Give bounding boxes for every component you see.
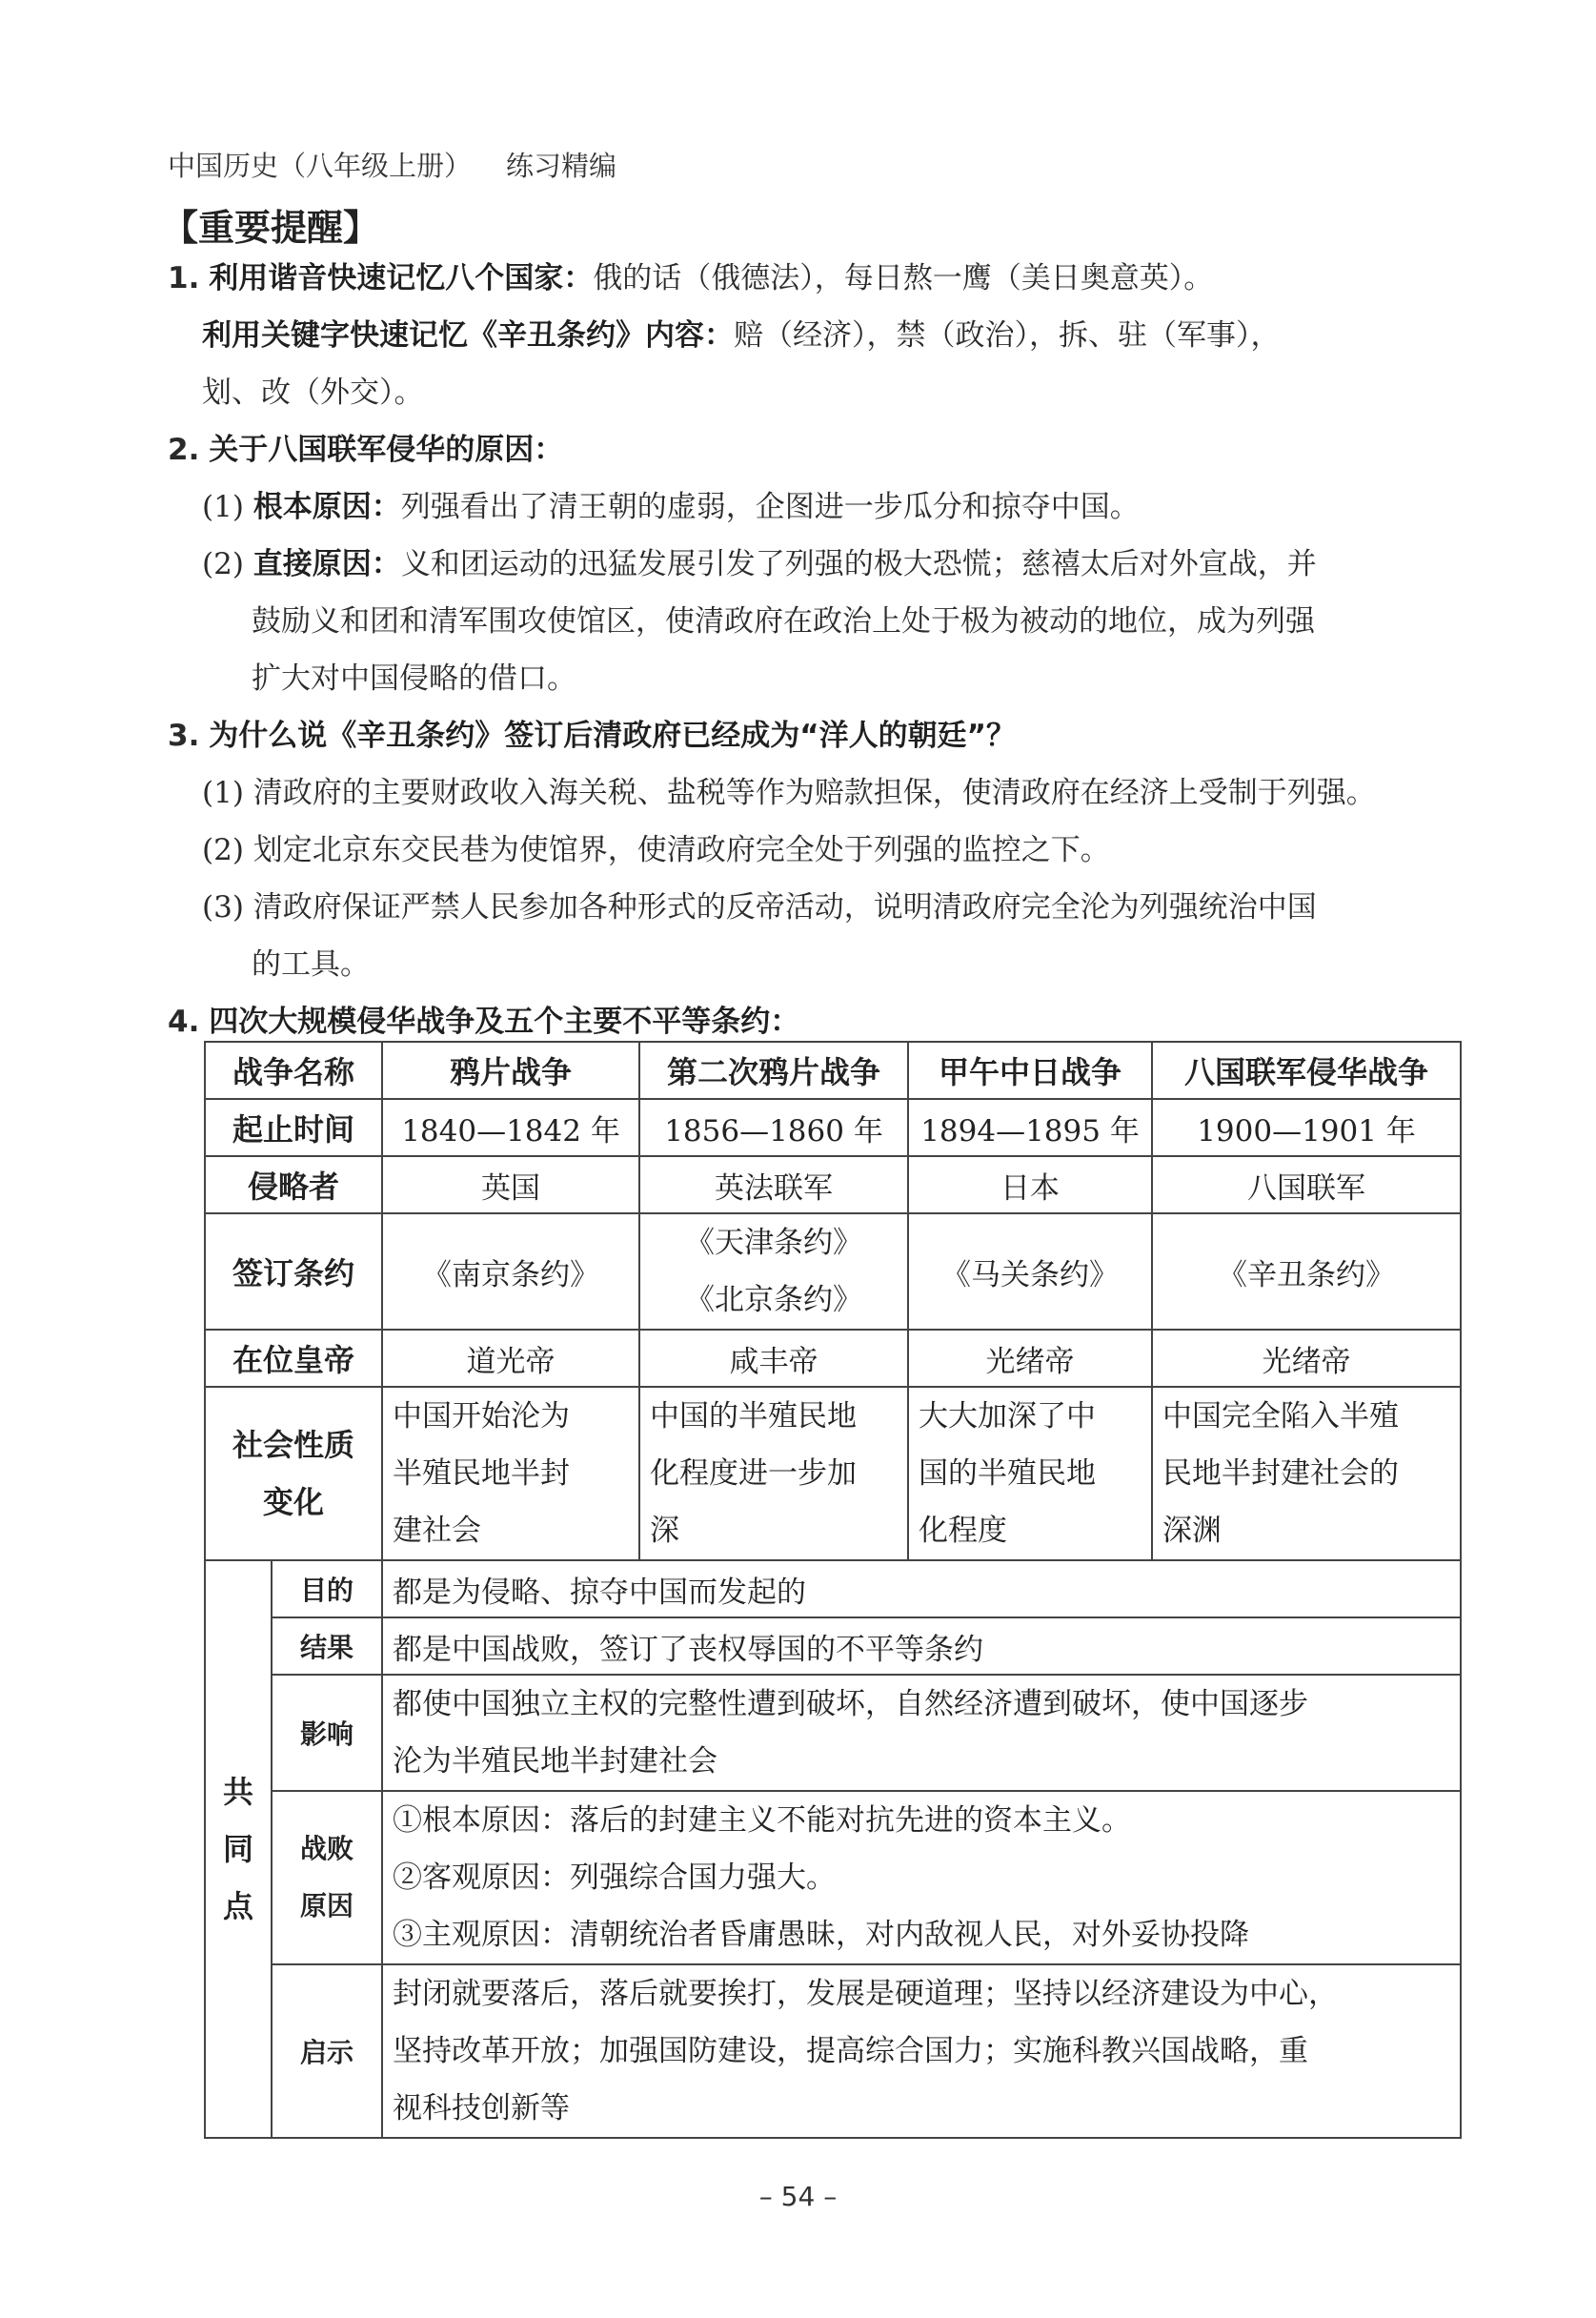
war-treaty-table bbox=[204, 1041, 1462, 2139]
table-row-impact bbox=[205, 1675, 1461, 1791]
society-4-line-2: 民地半封建社会的 bbox=[1162, 1456, 1400, 1491]
point-3-item-3-line-2: 的工具。 bbox=[252, 947, 370, 982]
label-society bbox=[205, 1387, 382, 1560]
impact-line-2: 沦为半殖民地半封建社会 bbox=[393, 1744, 718, 1779]
label-treaty: 签订条约 bbox=[205, 1213, 382, 1330]
table-row-defeat bbox=[205, 1791, 1461, 1964]
point-2-item-1-label: 根本原因： bbox=[253, 490, 401, 524]
invader-1: 英国 bbox=[382, 1156, 639, 1213]
point-3 bbox=[168, 717, 1016, 755]
label-purpose: 目的 bbox=[272, 1560, 382, 1617]
point-3-item-3: (3) 清政府保证严禁人民参加各种形式的反帝活动，说明清政府完全沦为列强统治中国 bbox=[202, 890, 1317, 925]
table-row-purpose bbox=[205, 1560, 1461, 1617]
society-1 bbox=[382, 1387, 639, 1560]
book-title: 中国历史（八年级上册） bbox=[168, 150, 473, 182]
point-2-item-1 bbox=[202, 488, 1140, 526]
emperor-1: 道光帝 bbox=[382, 1330, 639, 1387]
label-common bbox=[205, 1560, 272, 2138]
society-2-line-3: 深 bbox=[650, 1514, 680, 1548]
label-defeat-2: 原因 bbox=[300, 1890, 354, 1922]
label-period: 起止时间 bbox=[205, 1099, 382, 1156]
defeat-line-3: ③主观原因：清朝统治者昏庸愚昧，对内敌视人民，对外妥协投降 bbox=[393, 1918, 1250, 1952]
label-invader: 侵略者 bbox=[205, 1156, 382, 1213]
society-4-line-1: 中国完全陷入半殖 bbox=[1162, 1399, 1400, 1434]
point-2-number: 2. bbox=[168, 433, 200, 467]
invader-3: 日本 bbox=[908, 1156, 1152, 1213]
point-4-number: 4. bbox=[168, 1005, 200, 1039]
period-4: 1900—1901 年 bbox=[1152, 1099, 1461, 1156]
point-3-title: 为什么说《辛丑条约》签订后清政府已经成为“洋人的朝廷”？ bbox=[209, 719, 1016, 753]
society-4-line-3: 深渊 bbox=[1162, 1514, 1222, 1548]
result-text: 都是中国战败，签订了丧权辱国的不平等条约 bbox=[382, 1617, 1461, 1675]
point-1-title: 利用谐音快速记忆八个国家： bbox=[209, 261, 594, 295]
point-4-title: 四次大规模侵华战争及五个主要不平等条约： bbox=[209, 1005, 800, 1039]
label-common-3: 点 bbox=[222, 1888, 253, 1924]
page-header bbox=[168, 145, 616, 184]
point-2-item-1-num: (1) bbox=[202, 490, 244, 524]
lesson-line-2: 坚持改革开放；加强国防建设，提高综合国力；实施科教兴国战略，重 bbox=[393, 2034, 1309, 2068]
society-1-line-1: 中国开始沦为 bbox=[393, 1399, 571, 1434]
series-title: 练习精编 bbox=[506, 150, 617, 182]
label-society-2: 变化 bbox=[263, 1484, 325, 1520]
society-2 bbox=[639, 1387, 908, 1560]
label-result: 结果 bbox=[272, 1617, 382, 1675]
impact-line-1: 都使中国独立主权的完整性遭到破坏，自然经济遭到破坏，使中国逐步 bbox=[393, 1687, 1309, 1721]
emperor-4: 光绪帝 bbox=[1152, 1330, 1461, 1387]
treaty-2 bbox=[639, 1213, 908, 1330]
table-header-row bbox=[205, 1042, 1461, 1099]
label-defeat-1: 战败 bbox=[300, 1833, 354, 1864]
society-3-line-2: 国的半殖民地 bbox=[919, 1456, 1097, 1491]
header-second-opium-war: 第二次鸦片战争 bbox=[639, 1042, 908, 1099]
society-2-line-1: 中国的半殖民地 bbox=[650, 1399, 858, 1434]
lesson-text bbox=[382, 1964, 1461, 2138]
table-row-society bbox=[205, 1387, 1461, 1560]
label-society-1: 社会性质 bbox=[232, 1427, 355, 1463]
period-3: 1894—1895 年 bbox=[908, 1099, 1152, 1156]
point-2-item-2-label: 直接原因： bbox=[253, 547, 401, 581]
point-2-title: 关于八国联军侵华的原因： bbox=[209, 433, 564, 467]
society-3-line-3: 化程度 bbox=[919, 1514, 1008, 1548]
point-2-item-2-line-3: 扩大对中国侵略的借口。 bbox=[252, 661, 576, 696]
treaty-2b: 《北京条约》 bbox=[685, 1283, 863, 1317]
society-3 bbox=[908, 1387, 1152, 1560]
label-common-1: 共 bbox=[222, 1774, 253, 1810]
point-4 bbox=[168, 1003, 799, 1041]
label-common-2: 同 bbox=[222, 1831, 253, 1867]
invader-4: 八国联军 bbox=[1152, 1156, 1461, 1213]
emperor-2: 咸丰帝 bbox=[639, 1330, 908, 1387]
table-row-invader bbox=[205, 1156, 1461, 1213]
header-sino-japanese-war: 甲午中日战争 bbox=[908, 1042, 1152, 1099]
society-2-line-2: 化程度进一步加 bbox=[650, 1456, 858, 1491]
point-2 bbox=[168, 431, 563, 469]
point-2-item-2 bbox=[202, 545, 1317, 583]
society-4 bbox=[1152, 1387, 1461, 1560]
point-1-sub bbox=[202, 316, 1281, 355]
lesson-line-3: 视科技创新等 bbox=[393, 2091, 571, 2125]
treaty-2a: 《天津条约》 bbox=[685, 1226, 863, 1260]
header-eight-nation-war: 八国联军侵华战争 bbox=[1152, 1042, 1461, 1099]
emperor-3: 光绪帝 bbox=[908, 1330, 1152, 1387]
point-3-item-2: (2) 划定北京东交民巷为使馆界，使清政府完全处于列强的监控之下。 bbox=[202, 833, 1110, 867]
point-1-number: 1. bbox=[168, 261, 200, 295]
point-2-item-2-text-1: 义和团运动的迅猛发展引发了列强的极大恐慌；慈禧太后对外宣战，并 bbox=[400, 547, 1317, 581]
section-title: 【重要提醒】 bbox=[162, 207, 380, 249]
point-1-sub-title: 利用关键字快速记忆《辛丑条约》内容： bbox=[202, 318, 734, 353]
point-3-number: 3. bbox=[168, 719, 200, 753]
point-3-item-1: (1) 清政府的主要财政收入海关税、盐税等作为赔款担保，使清政府在经济上受制于列强。 bbox=[202, 776, 1376, 810]
impact-text bbox=[382, 1675, 1461, 1791]
point-2-item-2-line-2: 鼓励义和团和清军围攻使馆区，使清政府在政治上处于极为被动的地位，成为列强 bbox=[252, 604, 1315, 639]
invader-2: 英法联军 bbox=[639, 1156, 908, 1213]
point-1 bbox=[168, 259, 1213, 297]
society-1-line-3: 建社会 bbox=[393, 1514, 482, 1548]
point-1-sub-line-2: 划、改（外交）。 bbox=[202, 376, 424, 410]
defeat-line-2: ②客观原因：列强综合国力强大。 bbox=[393, 1860, 837, 1895]
label-defeat bbox=[272, 1791, 382, 1964]
point-1-sub-text-1: 赔（经济），禁（政治），拆、驻（军事）， bbox=[734, 318, 1281, 353]
table-row-result bbox=[205, 1617, 1461, 1675]
defeat-line-1: ①根本原因：落后的封建主义不能对抗先进的资本主义。 bbox=[393, 1803, 1132, 1838]
label-lesson: 启示 bbox=[272, 1964, 382, 2138]
page-number: – 54 – bbox=[758, 2181, 838, 2212]
treaty-1: 《南京条约》 bbox=[382, 1213, 639, 1330]
treaty-4: 《辛丑条约》 bbox=[1152, 1213, 1461, 1330]
table-row-emperor bbox=[205, 1330, 1461, 1387]
lesson-line-1: 封闭就要落后，落后就要挨打，发展是硬道理；坚持以经济建设为中心， bbox=[393, 1977, 1339, 2011]
point-2-item-2-num: (2) bbox=[202, 547, 244, 581]
period-1: 1840—1842 年 bbox=[382, 1099, 639, 1156]
label-impact: 影响 bbox=[272, 1675, 382, 1791]
defeat-text bbox=[382, 1791, 1461, 1964]
treaty-3: 《马关条约》 bbox=[908, 1213, 1152, 1330]
point-1-text: 俄的话（俄德法），每日熬一鹰（美日奥意英）。 bbox=[593, 261, 1214, 295]
society-3-line-1: 大大加深了中 bbox=[919, 1399, 1097, 1434]
table-row-period bbox=[205, 1099, 1461, 1156]
period-2: 1856—1860 年 bbox=[639, 1099, 908, 1156]
table-row-lesson bbox=[205, 1964, 1461, 2138]
society-1-line-2: 半殖民地半封 bbox=[393, 1456, 571, 1491]
point-2-item-1-text: 列强看出了清王朝的虚弱，企图进一步瓜分和掠夺中国。 bbox=[400, 490, 1140, 524]
header-war-name: 战争名称 bbox=[205, 1042, 382, 1099]
purpose-text: 都是为侵略、掠夺中国而发起的 bbox=[382, 1560, 1461, 1617]
header-opium-war: 鸦片战争 bbox=[382, 1042, 639, 1099]
table-row-treaty bbox=[205, 1213, 1461, 1330]
label-emperor: 在位皇帝 bbox=[205, 1330, 382, 1387]
